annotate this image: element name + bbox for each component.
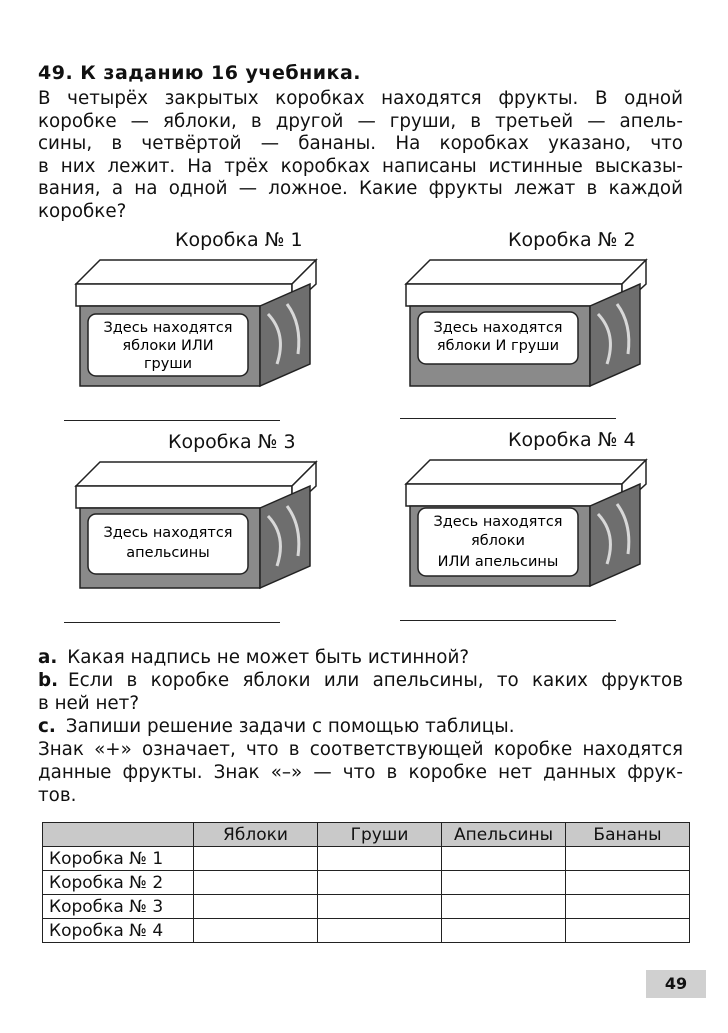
box-label-line: Здесь находятся — [103, 525, 233, 541]
answer-line-box-4[interactable] — [400, 620, 616, 621]
table-row-header: Коробка № 2 — [43, 871, 194, 895]
question-text: Запиши решение задачи с помощью таблицы. — [65, 716, 515, 737]
box-2-illustration — [402, 254, 652, 394]
question-letter: c. — [38, 716, 56, 737]
intro-line: в них лежит. На трёх коробках написаны истинные высказы- — [38, 155, 683, 177]
sign-explanation-line: Знак «+» означает, что в соответствующей коробке находятся — [38, 739, 683, 760]
table-row — [43, 919, 690, 943]
box-4-title: Коробка № 4 — [508, 429, 636, 451]
box-label-line: яблоки — [471, 533, 525, 549]
table-column-header: Груши — [318, 823, 442, 847]
table-row-header: Коробка № 4 — [43, 919, 194, 943]
page-number: 49 — [646, 970, 706, 998]
intro-line: В четырёх закрытых коробках находятся фрукты. В одной — [38, 88, 683, 109]
question-letter: b. — [38, 670, 59, 691]
table-row — [43, 871, 690, 895]
table-cell[interactable] — [318, 847, 442, 871]
task-intro — [38, 88, 683, 223]
table-cell[interactable] — [566, 871, 690, 895]
table-cell[interactable] — [566, 895, 690, 919]
table-cell[interactable] — [318, 919, 442, 943]
questions-block — [38, 646, 683, 807]
table-row-header: Коробка № 3 — [43, 895, 194, 919]
intro-line: коробке? — [38, 200, 127, 222]
intro-line: коробке — яблоки, в другой — груши, в третьей — апель- — [38, 110, 683, 132]
table-column-header: Бананы — [566, 823, 690, 847]
box-2-title: Коробка № 2 — [508, 229, 636, 251]
box-label-line: ИЛИ апельсины — [437, 554, 559, 570]
question-text: Какая надпись не может быть истинной? — [67, 647, 470, 668]
question-b-continued: в ней нет? — [38, 693, 140, 714]
box-3-illustration — [72, 456, 322, 596]
box-4-illustration — [402, 454, 652, 594]
box-label-line: апельсины — [126, 545, 210, 561]
table-cell[interactable] — [442, 871, 566, 895]
box-label-line: Здесь находятся — [433, 320, 563, 336]
box-label-line: яблоки И груши — [436, 338, 560, 354]
box-label-line: Здесь находятся — [103, 320, 233, 336]
answer-line-box-2[interactable] — [400, 418, 616, 419]
table-cell[interactable] — [442, 847, 566, 871]
box-1-illustration — [72, 254, 322, 394]
table-corner-cell — [43, 823, 194, 847]
table-cell[interactable] — [566, 847, 690, 871]
question-b — [38, 669, 683, 692]
task-heading: 49. К заданию 16 учебника. — [38, 62, 361, 84]
question-letter: a. — [38, 647, 58, 668]
box-label-line: груши — [143, 356, 193, 372]
answer-line-box-1[interactable] — [64, 420, 280, 421]
box-label-line: Здесь находятся — [433, 514, 563, 530]
answer-line-box-3[interactable] — [64, 622, 280, 623]
table-header-row — [43, 823, 690, 847]
sign-explanation-line: данные фрукты. Знак «–» — что в коробке нет данных фрук- — [38, 762, 683, 783]
box-label-line: яблоки ИЛИ — [122, 338, 214, 354]
box-3-title: Коробка № 3 — [168, 431, 296, 453]
table-cell[interactable] — [194, 871, 318, 895]
intro-line: сины, в четвёртой — бананы. На коробках указано, что — [38, 133, 683, 154]
sign-explanation-line: тов. — [38, 785, 77, 806]
question-a — [38, 646, 683, 669]
table-cell[interactable] — [194, 919, 318, 943]
table-cell[interactable] — [442, 895, 566, 919]
table-cell[interactable] — [318, 871, 442, 895]
table-cell[interactable] — [194, 895, 318, 919]
table-cell[interactable] — [194, 847, 318, 871]
table-column-header: Яблоки — [194, 823, 318, 847]
table-row-header: Коробка № 1 — [43, 847, 194, 871]
question-text: Если в коробке яблоки или апельсины, то каких фруктов — [68, 670, 683, 691]
intro-line: вания, а на одной — ложное. Какие фрукты лежат в каждой — [38, 178, 683, 199]
table-row — [43, 895, 690, 919]
table-row — [43, 847, 690, 871]
table-cell[interactable] — [442, 919, 566, 943]
box-1-title: Коробка № 1 — [175, 229, 303, 251]
table-cell[interactable] — [566, 919, 690, 943]
solution-table — [42, 822, 690, 943]
table-cell[interactable] — [318, 895, 442, 919]
table-column-header: Апельсины — [442, 823, 566, 847]
question-c — [38, 715, 683, 738]
